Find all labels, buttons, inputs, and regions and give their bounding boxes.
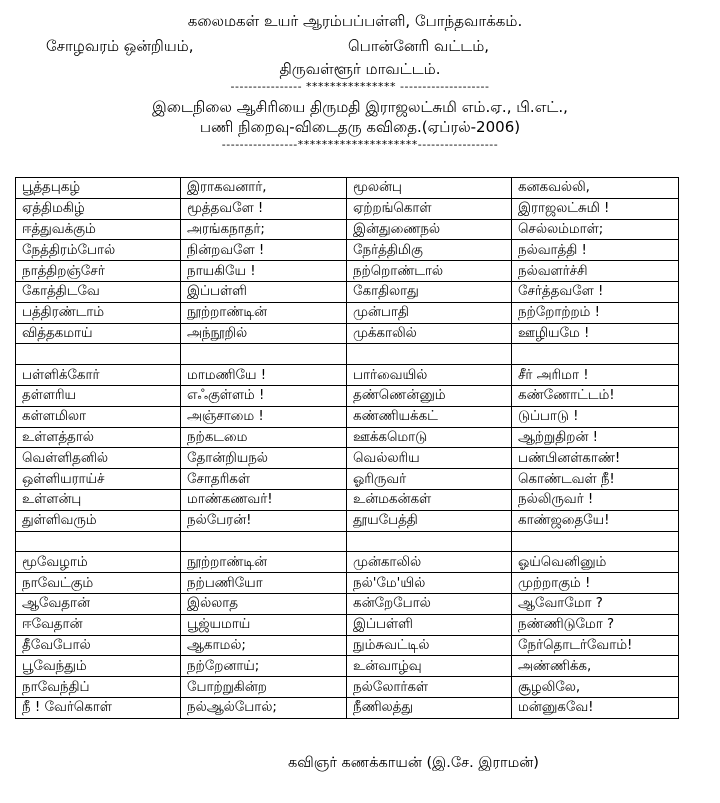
poem-cell: ஆகாமல்;: [181, 635, 347, 656]
poem-cell: கண்ணோட்டம்!: [512, 385, 679, 406]
poem-cell: நண்ணிடுமோ ?: [512, 614, 679, 635]
poem-row: [16, 219, 679, 240]
poem-row: [16, 406, 679, 427]
poem-cell: கொண்டவள் நீ!: [512, 469, 679, 490]
poem-cell: தீவேபோல்: [16, 635, 181, 656]
poem-row: [16, 573, 679, 594]
poem-row: [16, 510, 679, 531]
poem-cell: நேத்திரம்போல்: [16, 240, 181, 261]
header-teacher-line: இடைநிலை ஆசிரியை திருமதி இராஜலட்சுமி எம்.ஏ., பி.எட்.,: [152, 98, 568, 116]
poem-row: [16, 365, 679, 386]
poem-cell: சேர்த்தவளே !: [512, 281, 679, 302]
poem-cell: மூவேழாம்: [16, 552, 181, 573]
poem-cell: அஞ்சாமை !: [181, 406, 347, 427]
poem-cell: நல்வாத்தி !: [512, 240, 679, 261]
poem-cell: கண்ணியக்கட்: [347, 406, 512, 427]
poem-cell: செல்லம்மாள்;: [512, 219, 679, 240]
poem-cell: நற்றொண்டால்: [347, 261, 512, 282]
poem-row: [16, 635, 679, 656]
poem-cell: கனகவல்லி,: [512, 178, 679, 199]
poem-cell: [181, 344, 347, 365]
poem-cell: சீர் அரிமா !: [512, 365, 679, 386]
header-district: திருவள்ளூர் மாவட்டம்.: [279, 60, 441, 78]
poem-cell: அரங்கநாதர்;: [181, 219, 347, 240]
poem-row: [16, 344, 679, 365]
poem-cell: நீணிலத்து: [347, 697, 512, 718]
poem-cell: இன்துணைநல்: [347, 219, 512, 240]
poem-cell: இல்லாத: [181, 593, 347, 614]
poem-cell: அண்ணிக்க,: [512, 656, 679, 677]
poem-cell: இராஜலட்சுமி !: [512, 198, 679, 219]
poem-cell: இராகவனார்,: [181, 178, 347, 199]
poem-cell: முக்காலில்: [347, 323, 512, 344]
poem-cell: நற்றோற்றம் !: [512, 302, 679, 323]
poem-cell: நாவேட்கும்: [16, 573, 181, 594]
poem-cell: எஃகுள்ளம் !: [181, 385, 347, 406]
poem-cell: நல்'மே'யில்: [347, 573, 512, 594]
poem-cell: ஒள்ளியராய்ச்: [16, 469, 181, 490]
poem-cell: பள்ளிக்கோர்: [16, 365, 181, 386]
poem-cell: கள்ளமிலா: [16, 406, 181, 427]
header-title-line: பணி நிறைவு-விடைதரு கவிதை.(ஏப்ரல்-2006): [199, 118, 521, 136]
poem-row: [16, 552, 679, 573]
poem-cell: ஓரிருவர்: [347, 469, 512, 490]
poem-cell: நும்சுவட்டில்: [347, 635, 512, 656]
poem-cell: உள்ளத்தால்: [16, 427, 181, 448]
poem-cell: ஆவேதான்: [16, 593, 181, 614]
poem-cell: ஊக்கமொடு: [347, 427, 512, 448]
poem-cell: [512, 531, 679, 552]
poem-cell: வித்தகமாய்: [16, 323, 181, 344]
poem-row: [16, 677, 679, 698]
poem-cell: மாண்கணவர்!: [181, 489, 347, 510]
poem-cell: [512, 344, 679, 365]
poem-row: [16, 240, 679, 261]
poem-cell: [16, 344, 181, 365]
poem-cell: [347, 344, 512, 365]
poem-cell: நற்றேனாய்;: [181, 656, 347, 677]
poem-cell: நற்கடமை: [181, 427, 347, 448]
poem-cell: ஊழியமே !: [512, 323, 679, 344]
header-school-line: கலைமகள் உயர் ஆரம்பப்பள்ளி, போந்தவாக்கம்.: [187, 12, 523, 30]
poem-cell: ஆற்றுதிறன் !: [512, 427, 679, 448]
poem-cell: நல்வளர்ச்சி: [512, 261, 679, 282]
poem-row: [16, 656, 679, 677]
poem-cell: தண்ணென்னும்: [347, 385, 512, 406]
poem-cell: நல்ஆல்போல்;: [181, 697, 347, 718]
poem-cell: ஏத்திமகிழ்: [16, 198, 181, 219]
poem-cell: [16, 531, 181, 552]
poem-cell: நல்லோர்கள்: [347, 677, 512, 698]
poem-cell: நேர்த்திமிகு: [347, 240, 512, 261]
poem-cell: துள்ளிவரும்: [16, 510, 181, 531]
poem-cell: நற்பணியோ: [181, 573, 347, 594]
poem-cell: [181, 531, 347, 552]
poem-row: [16, 261, 679, 282]
poem-cell: ஈத்துவக்கும்: [16, 219, 181, 240]
header-separator-1: ---------------- *************** --------------------: [230, 80, 490, 93]
header-union: சோழவரம் ஒன்றியம்,: [46, 37, 194, 55]
poem-cell: ஏற்றங்கொள்: [347, 198, 512, 219]
poem-cell: தோன்றியநல்: [181, 448, 347, 469]
poem-cell: பண்பினள்காண்!: [512, 448, 679, 469]
poem-cell: கன்றேபோல்: [347, 593, 512, 614]
poem-row: [16, 593, 679, 614]
poem-cell: நாத்திறஞ்சேர்: [16, 261, 181, 282]
poem-row: [16, 531, 679, 552]
poem-cell: டுப்பாடு !: [512, 406, 679, 427]
poem-cell: அந்நூறில்: [181, 323, 347, 344]
poem-row: [16, 469, 679, 490]
poem-row: [16, 448, 679, 469]
poem-row: [16, 323, 679, 344]
poem-cell: நீ ! வேர்கொள்: [16, 697, 181, 718]
poem-cell: பார்வையில்: [347, 365, 512, 386]
poem-cell: நாவேந்திப்: [16, 677, 181, 698]
poem-cell: முன்பாதி: [347, 302, 512, 323]
poem-cell: சூழலிலே,: [512, 677, 679, 698]
poem-table: [15, 177, 679, 719]
poem-cell: நாயகியே !: [181, 261, 347, 282]
poem-cell: நல்லிருவர் !: [512, 489, 679, 510]
poem-row: [16, 385, 679, 406]
author-credit: கவிஞர் கணக்காயன் (இ.சே. இராமன்): [288, 755, 539, 771]
poem-cell: முன்காலில்: [347, 552, 512, 573]
poem-row: [16, 697, 679, 718]
poem-cell: மாமணியே !: [181, 365, 347, 386]
poem-row: [16, 427, 679, 448]
poem-cell: உள்ளன்பு: [16, 489, 181, 510]
poem-cell: பூஜ்யமாய்: [181, 614, 347, 635]
poem-cell: ஓய்வெனினும்: [512, 552, 679, 573]
poem-row: [16, 178, 679, 199]
poem-cell: தள்ளரிய: [16, 385, 181, 406]
poem-cell: நின்றவளே !: [181, 240, 347, 261]
poem-cell: [347, 531, 512, 552]
poem-cell: முற்றாகும் !: [512, 573, 679, 594]
header-taluk: பொன்னேரி வட்டம்,: [348, 37, 490, 55]
poem-cell: வெள்ளிதனில்: [16, 448, 181, 469]
poem-cell: சோதரிகள்: [181, 469, 347, 490]
poem-cell: உன்மகன்கள்: [347, 489, 512, 510]
poem-cell: நல்பேரன்!: [181, 510, 347, 531]
poem-cell: போற்றுகின்ற: [181, 677, 347, 698]
poem-cell: பூத்தபுகழ்: [16, 178, 181, 199]
poem-cell: பூவேந்தும்: [16, 656, 181, 677]
poem-row: [16, 198, 679, 219]
poem-row: [16, 302, 679, 323]
poem-cell: ஆவோமோ ?: [512, 593, 679, 614]
poem-cell: மூத்தவளே !: [181, 198, 347, 219]
poem-cell: வெல்லரிய: [347, 448, 512, 469]
poem-cell: இப்பள்ளி: [181, 281, 347, 302]
poem-cell: பத்திரண்டாம்: [16, 302, 181, 323]
poem-row: [16, 281, 679, 302]
poem-cell: நூற்றாண்டின்: [181, 302, 347, 323]
poem-cell: காண்ஜதையே!: [512, 510, 679, 531]
poem-cell: மன்னுகவே!: [512, 697, 679, 718]
poem-cell: நூற்றாண்டின்: [181, 552, 347, 573]
poem-cell: ஈவேதான்: [16, 614, 181, 635]
poem-cell: இப்பள்ளி: [347, 614, 512, 635]
poem-row: [16, 489, 679, 510]
poem-cell: கோதிலாது: [347, 281, 512, 302]
poem-cell: உன்வாழ்வு: [347, 656, 512, 677]
poem-cell: கோத்திடவே: [16, 281, 181, 302]
poem-cell: நேர்தொடர்வோம்!: [512, 635, 679, 656]
poem-cell: மூலன்பு: [347, 178, 512, 199]
poem-row: [16, 614, 679, 635]
poem-cell: தூயபேத்தி: [347, 510, 512, 531]
header-separator-2: -----------------********************------------------: [221, 138, 499, 151]
